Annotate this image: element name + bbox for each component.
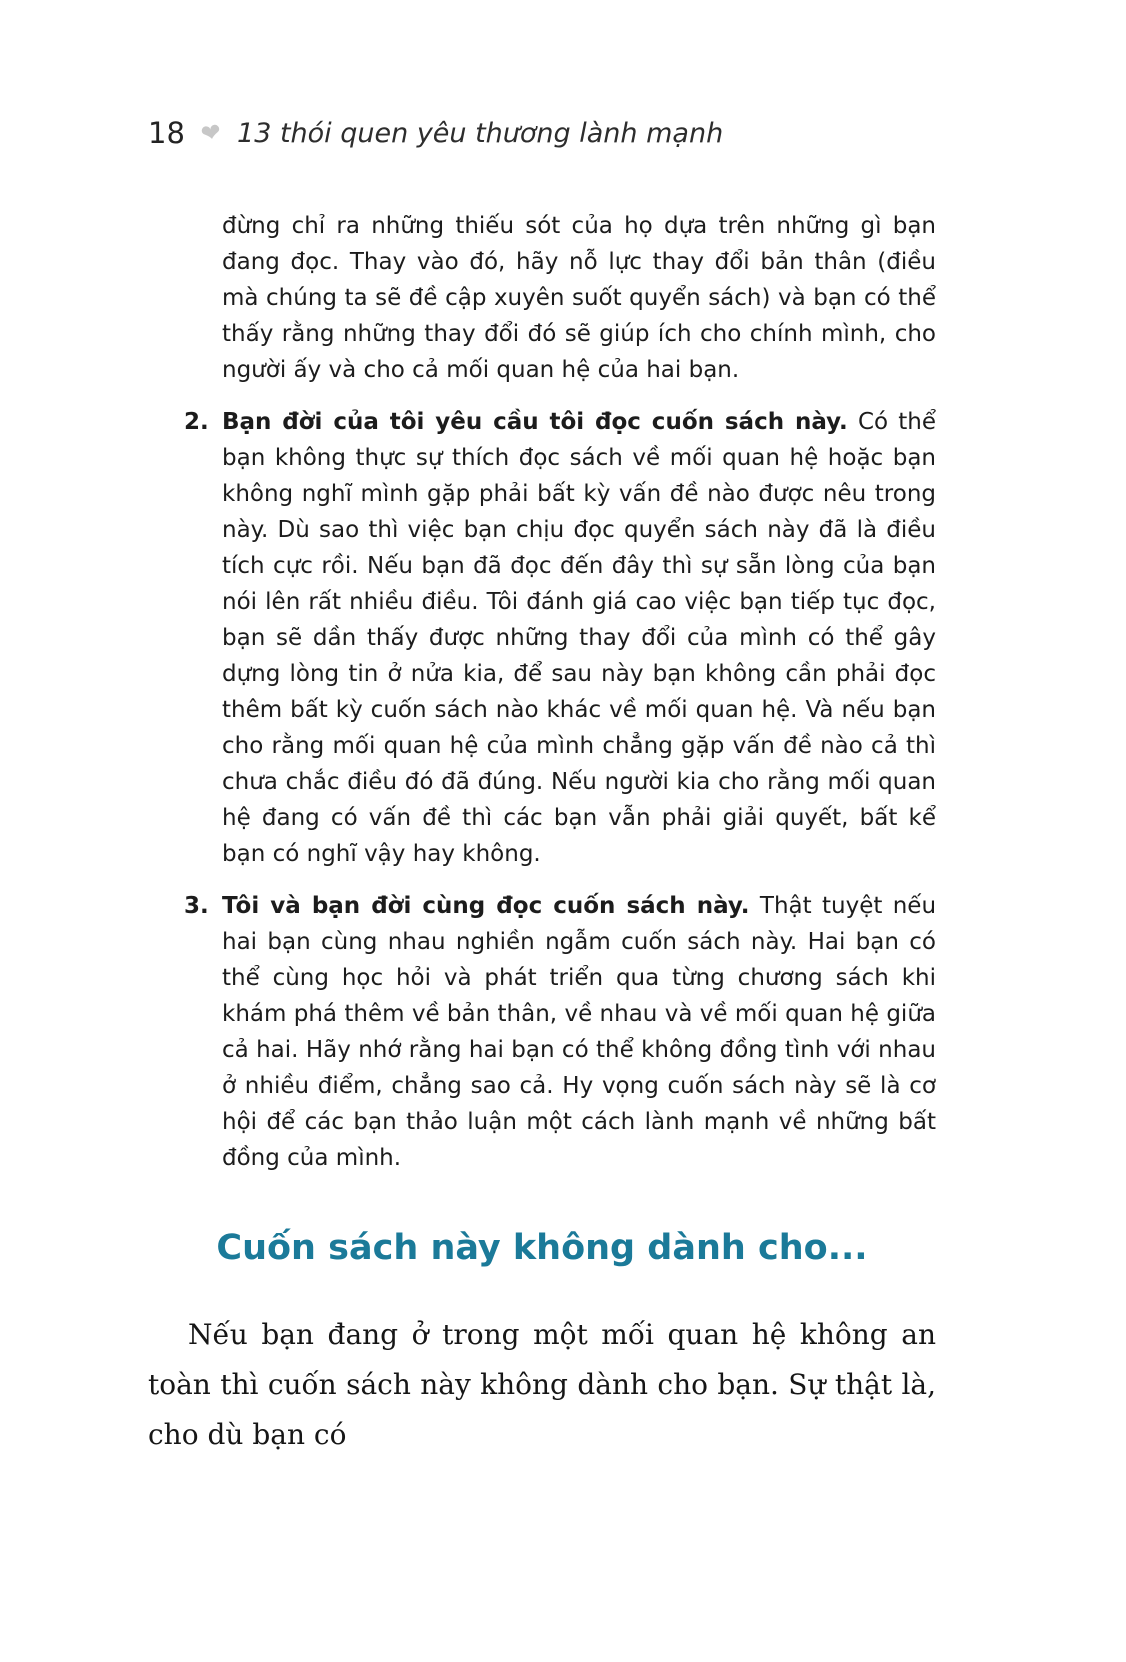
numbered-list [148, 404, 936, 1176]
list-item-lead: Bạn đời của tôi yêu cầu tôi đọc cuốn sách này. [222, 409, 848, 435]
page-number: 18 [148, 116, 185, 150]
list-item-text: Thật tuyệt nếu hai bạn cùng nhau nghiền ngẫm cuốn sách này. Hai bạn có thể cùng học hỏi và phát triển qua từng chương sách khi khám phá thêm về bản thân, về nhau và về mối quan hệ giữa cả hai. Hãy nhớ rằng hai bạn có thể không đồng tình với nhau ở nhiều điểm, chẳng sao cả. Hy vọng cuốn sách này sẽ là cơ hội để các bạn thảo luận một cách lành mạnh về những bất đồng của mình. [222, 893, 937, 1171]
list-item [148, 404, 936, 872]
page-header [148, 116, 936, 150]
closing-paragraph: Nếu bạn đang ở trong một mối quan hệ không an toàn thì cuốn sách này không dành cho bạn. Sự thật là, cho dù bạn có [148, 1318, 936, 1451]
list-item [148, 888, 936, 1176]
running-book-title: 13 thói quen yêu thương lành mạnh [237, 117, 724, 149]
list-item-text: Có thể bạn không thực sự thích đọc sách về mối quan hệ hoặc bạn không nghĩ mình gặp phải bất kỳ vấn đề nào được nêu trong này. Dù sao thì việc bạn chịu đọc quyển sách này đã là điều tích cực rồi. Nếu bạn đã đọc đến đây thì sự sẵn lòng của bạn nói lên rất nhiều điều. Tôi đánh giá cao việc bạn tiếp tục đọc, bạn sẽ dần thấy được những thay đổi của mình có thể gây dựng lòng tin ở nửa kia, để sau này bạn không cần phải đọc thêm bất kỳ cuốn sách nào khác về mối quan hệ. Và nếu bạn cho rằng mối quan hệ của mình chẳng gặp vấn đề nào cả thì chưa chắc điều đó đã đúng. Nếu người kia cho rằng mối quan hệ đang có vấn đề thì các bạn vẫn phải giải quyết, bất kể bạn có nghĩ vậy hay không. [222, 409, 937, 867]
section-heading: Cuốn sách này không dành cho... [216, 1228, 868, 1268]
list-item-body [222, 888, 936, 1176]
list-item-body [222, 404, 936, 872]
list-item-number: 2. [184, 409, 209, 435]
list-item-lead: Tôi và bạn đời cùng đọc cuốn sách này. [222, 893, 750, 919]
page-body [148, 208, 936, 1460]
paragraph-continuation: đừng chỉ ra những thiếu sót của họ dựa trên những gì bạn đang đọc. Thay vào đó, hãy nỗ lực thay đổi bản thân (điều mà chúng ta sẽ đề cập xuyên suốt quyển sách) và bạn có thể thấy rằng những thay đổi đó sẽ giúp ích cho chính mình, cho người ấy và cho cả mối quan hệ của hai bạn. [222, 213, 936, 383]
list-item-number: 3. [184, 893, 209, 919]
heart-icon: ❤ [198, 117, 224, 149]
